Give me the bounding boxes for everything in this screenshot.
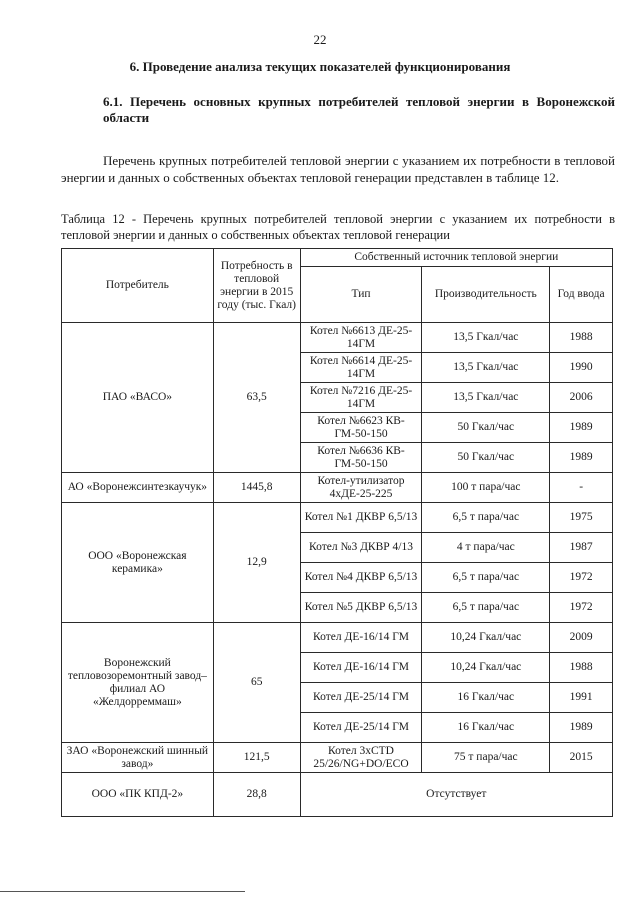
source-type: Котел №6614 ДЕ-25-14ГМ <box>300 353 422 383</box>
source-year: 1991 <box>550 683 613 713</box>
header-demand: Потребность в тепловой энергии в 2015 году (тыс. Гкал) <box>213 249 300 323</box>
table-caption: Таблица 12 - Перечень крупных потребителей тепловой энергии с указанием их потребности в тепловой энергии и данных о собственных объектах тепловой генерации <box>61 212 615 242</box>
header-consumer: Потребитель <box>62 249 214 323</box>
header-capacity: Производительность <box>422 267 550 323</box>
source-type: Котел №7216 ДЕ-25-14ГМ <box>300 383 422 413</box>
consumers-table <box>61 248 613 817</box>
source-capacity: 16 Гкал/час <box>422 683 550 713</box>
header-own-source: Собственный источник тепловой энергии <box>300 249 612 267</box>
source-year: 1987 <box>550 533 613 563</box>
source-year: 1989 <box>550 713 613 743</box>
source-capacity: 6,5 т пара/час <box>422 593 550 623</box>
source-year: 1988 <box>550 653 613 683</box>
source-capacity: 6,5 т пара/час <box>422 563 550 593</box>
header-type: Тип <box>300 267 422 323</box>
consumer-name: ЗАО «Воронежский шинный завод» <box>62 743 214 773</box>
source-year: 1972 <box>550 593 613 623</box>
source-capacity: 4 т пара/час <box>422 533 550 563</box>
footer-divider <box>0 891 245 892</box>
subsection-heading: 6.1. Перечень основных крупных потребителей тепловой энергии в Воронежской области <box>103 94 615 125</box>
consumer-demand: 28,8 <box>213 773 300 817</box>
source-type: Котел 3хCTD 25/26/NG+DO/ECO <box>300 743 422 773</box>
source-capacity: 100 т пара/час <box>422 473 550 503</box>
consumer-demand: 63,5 <box>213 323 300 473</box>
source-type: Котел ДЕ-25/14 ГМ <box>300 683 422 713</box>
consumer-name: ПАО «ВАСО» <box>62 323 214 473</box>
consumer-name: ООО «ПК КПД-2» <box>62 773 214 817</box>
source-type: Котел ДЕ-25/14 ГМ <box>300 713 422 743</box>
source-capacity: 50 Гкал/час <box>422 413 550 443</box>
source-capacity: 10,24 Гкал/час <box>422 653 550 683</box>
source-year: 1989 <box>550 443 613 473</box>
consumer-name: ООО «Воронежская керамика» <box>62 503 214 623</box>
table-row <box>62 323 613 353</box>
source-year: 1988 <box>550 323 613 353</box>
consumer-name: АО «Воронежсинтезкаучук» <box>62 473 214 503</box>
source-type: Котел №3 ДКВР 4/13 <box>300 533 422 563</box>
source-absent: Отсутствует <box>300 773 612 817</box>
source-capacity: 13,5 Гкал/час <box>422 353 550 383</box>
source-type: Котел ДЕ-16/14 ГМ <box>300 623 422 653</box>
intro-paragraph: Перечень крупных потребителей тепловой энергии с указанием их потребности в тепловой энергии и данных о собственных объектах тепловой генерации представлен в таблице 12. <box>61 153 615 185</box>
page-number: 22 <box>313 32 327 47</box>
source-type: Котел №1 ДКВР 6,5/13 <box>300 503 422 533</box>
consumer-name: Воронежский тепловозоремонтный завод– филиал АО «Желдорреммаш» <box>62 623 214 743</box>
source-year: 2006 <box>550 383 613 413</box>
source-year: - <box>550 473 613 503</box>
consumer-demand: 12,9 <box>213 503 300 623</box>
source-type: Котел-утилизатор 4хДЕ-25-225 <box>300 473 422 503</box>
header-year: Год ввода <box>550 267 613 323</box>
section-heading: 6. Проведение анализа текущих показателей функционирования <box>129 59 511 74</box>
table-row <box>62 743 613 773</box>
source-capacity: 6,5 т пара/час <box>422 503 550 533</box>
source-capacity: 10,24 Гкал/час <box>422 623 550 653</box>
source-year: 2015 <box>550 743 613 773</box>
table-row <box>62 503 613 533</box>
source-capacity: 16 Гкал/час <box>422 713 550 743</box>
source-type: Котел №4 ДКВР 6,5/13 <box>300 563 422 593</box>
consumer-demand: 1445,8 <box>213 473 300 503</box>
source-year: 2009 <box>550 623 613 653</box>
consumer-demand: 65 <box>213 623 300 743</box>
source-type: Котел ДЕ-16/14 ГМ <box>300 653 422 683</box>
table-row <box>62 473 613 503</box>
source-capacity: 13,5 Гкал/час <box>422 323 550 353</box>
source-year: 1972 <box>550 563 613 593</box>
source-year: 1975 <box>550 503 613 533</box>
source-capacity: 75 т пара/час <box>422 743 550 773</box>
source-year: 1989 <box>550 413 613 443</box>
table-body <box>62 323 613 817</box>
consumer-demand: 121,5 <box>213 743 300 773</box>
table-row <box>62 773 613 817</box>
source-type: Котел №5 ДКВР 6,5/13 <box>300 593 422 623</box>
source-year: 1990 <box>550 353 613 383</box>
source-type: Котел №6613 ДЕ-25-14ГМ <box>300 323 422 353</box>
table-row <box>62 623 613 653</box>
source-capacity: 13,5 Гкал/час <box>422 383 550 413</box>
source-capacity: 50 Гкал/час <box>422 443 550 473</box>
source-type: Котел №6636 КВ-ГМ-50-150 <box>300 443 422 473</box>
source-type: Котел №6623 КВ-ГМ-50-150 <box>300 413 422 443</box>
